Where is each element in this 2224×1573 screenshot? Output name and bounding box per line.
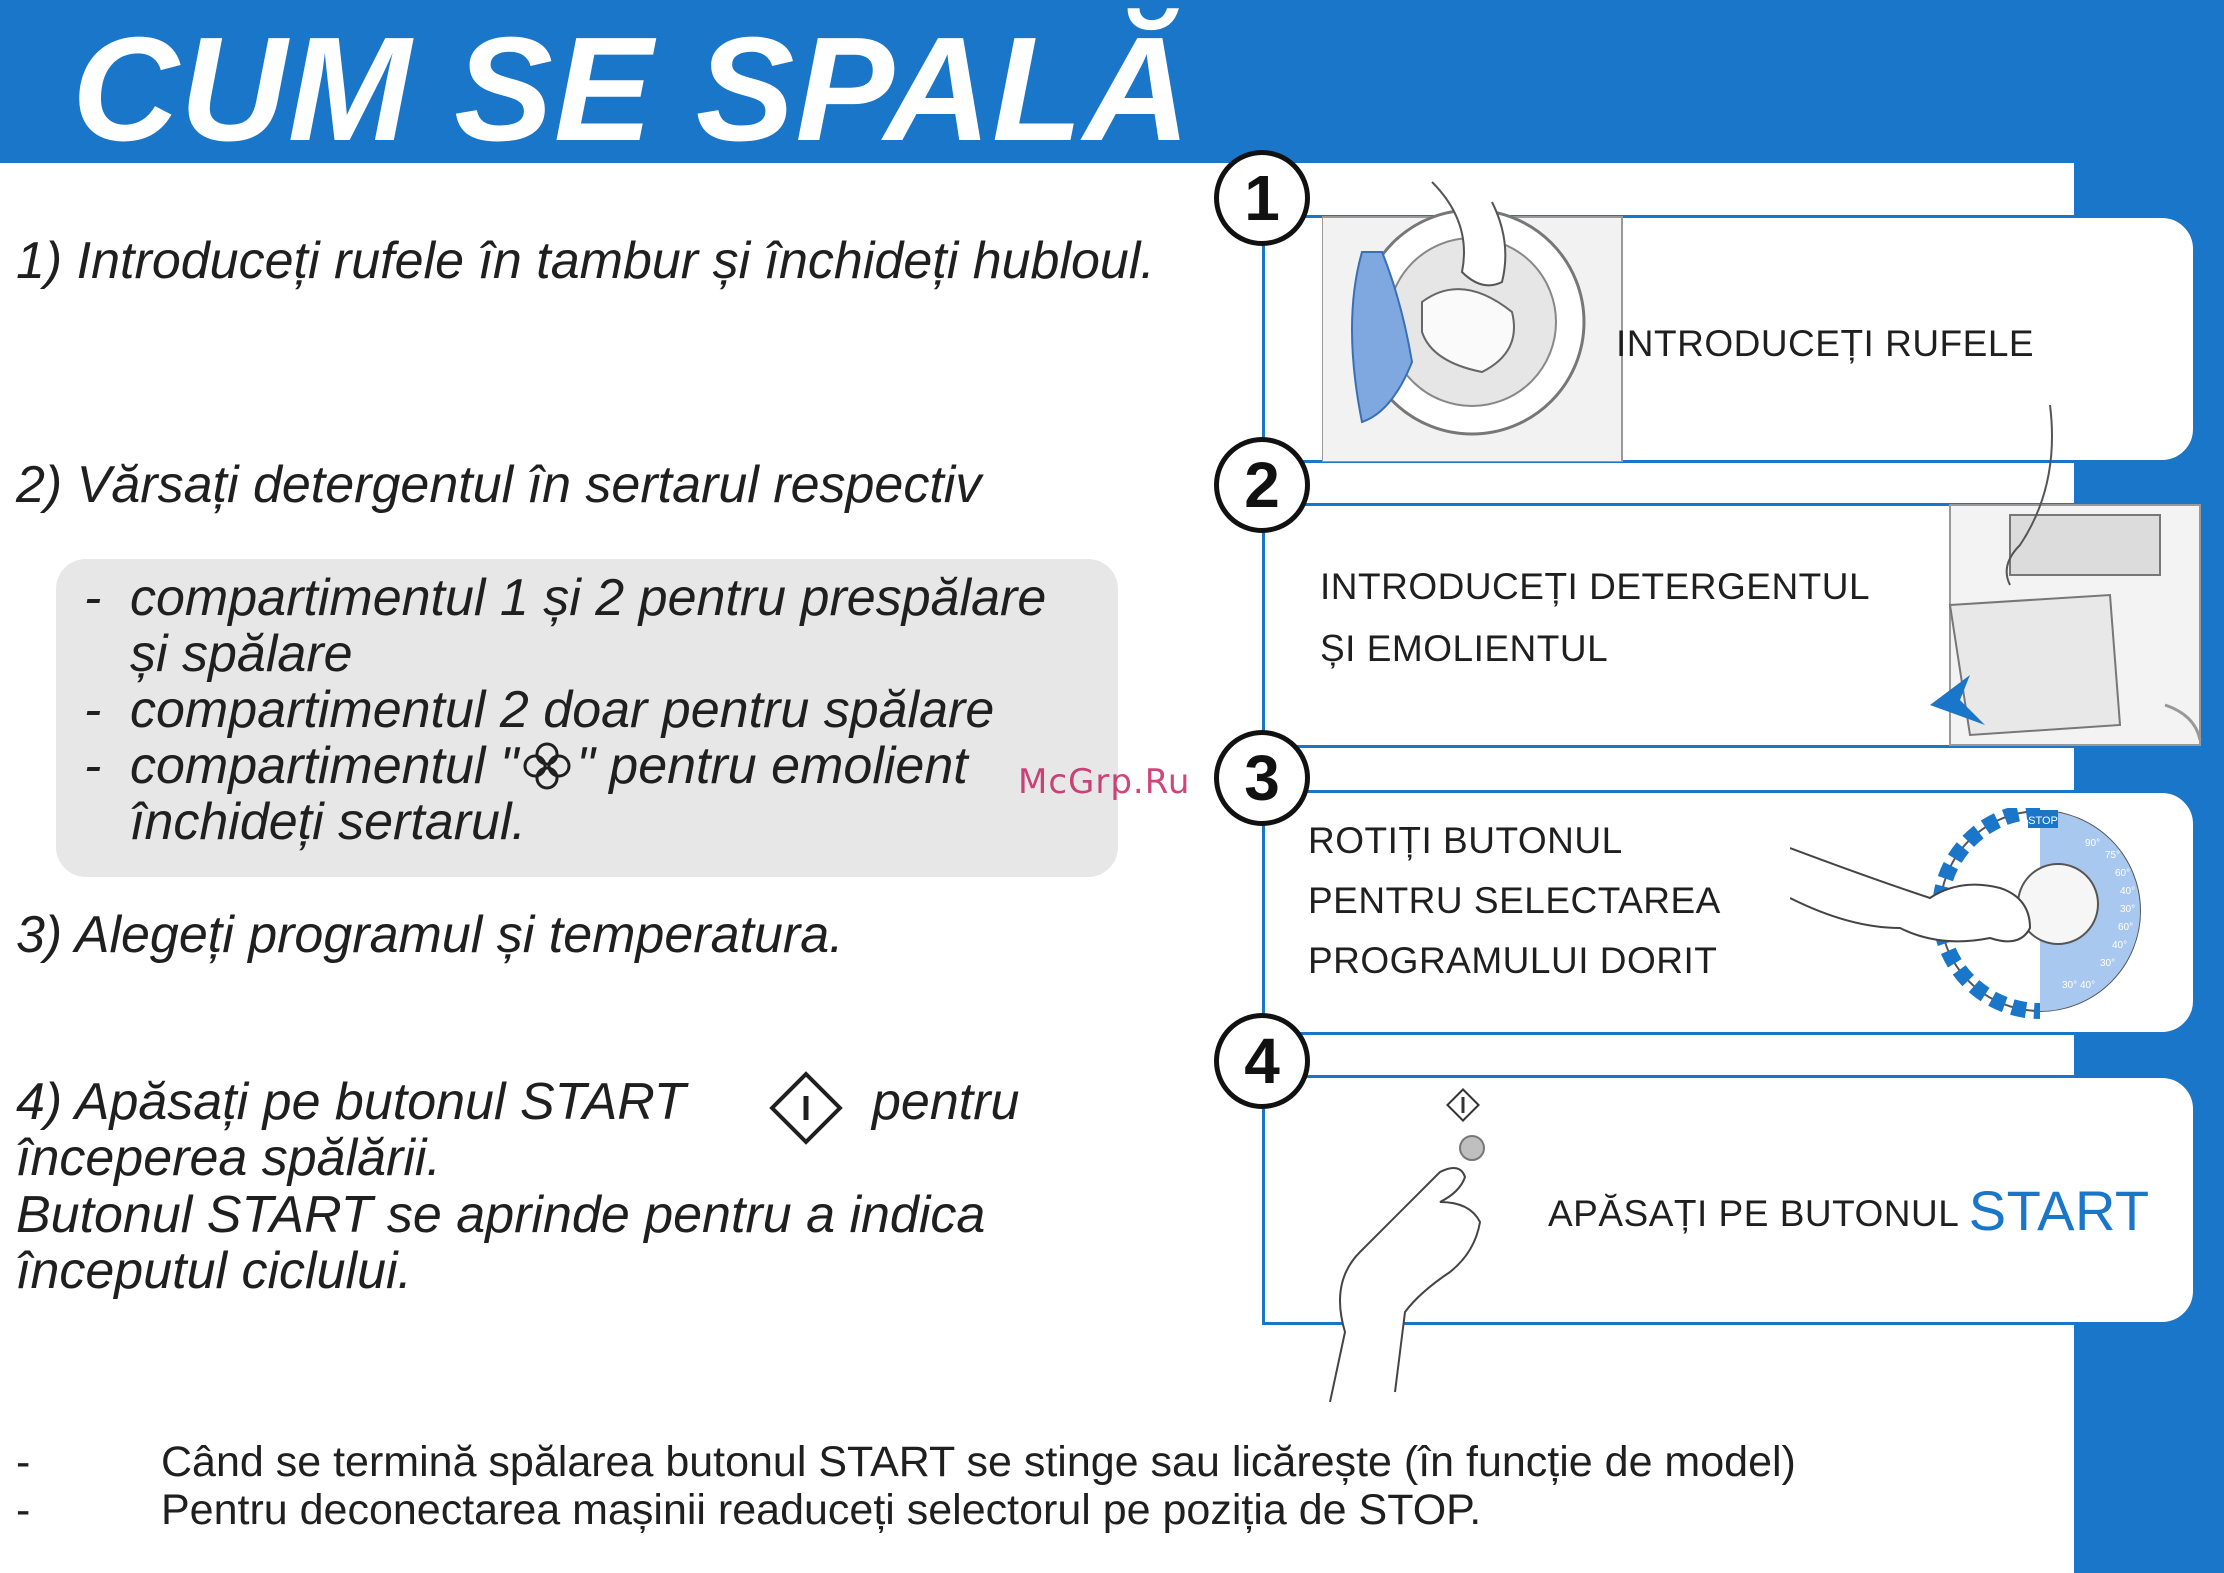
dial-temp: 75° (2105, 850, 2121, 861)
step-2-text: 2) Vărsați detergentul în sertarul respectiv (16, 456, 982, 514)
compartment-text-before: compartimentul " (130, 737, 519, 795)
dial-temp: 40° (2112, 940, 2128, 951)
footer-text: Pentru deconectarea mașinii readuceți selectorul pe poziția de STOP. (161, 1486, 1482, 1534)
dial-temp: 30° (2062, 980, 2078, 991)
step-4-line2: începerea spălării. (16, 1129, 441, 1187)
compartment-text-after: " pentru emolient (576, 737, 968, 795)
watermark: McGrp.Ru (1018, 762, 1191, 802)
bullet-dash: - (84, 681, 102, 739)
compartment-text: compartimentul 1 și 2 pentru prespălare (130, 569, 1047, 627)
dial-temp: 60° (2115, 868, 2131, 879)
compartment-text: compartimentul 2 doar pentru spălare (130, 681, 995, 739)
compartment-text (130, 738, 968, 795)
softener-flower-icon (518, 741, 576, 791)
step-4-line3: Butonul START se aprinde pentru a indica (16, 1186, 986, 1244)
program-dial-illustration (1790, 808, 2160, 1023)
bullet-dash: - (84, 569, 102, 627)
footer-text: Când se termină spălarea butonul START se stinge sau licărește (în funcție de model) (161, 1438, 1796, 1486)
step-number-2: 2 (1214, 437, 1310, 533)
page-title: CUM SE SPALĂ (72, 7, 1192, 172)
card-3-line-2: PENTRU SELECTAREA (1308, 880, 1721, 921)
step-number-3: 3 (1214, 730, 1310, 826)
step-1-text: 1) Introduceți rufele în tambur și închideți hubloul. (16, 232, 1155, 290)
step-3-text: 3) Alegeți programul și temperatura. (16, 906, 844, 964)
start-diamond-icon (768, 1070, 844, 1146)
footer-note (16, 1486, 2056, 1534)
washer-drum-illustration (1322, 162, 1642, 462)
card-2-line-2: ȘI EMOLIENTUL (1320, 628, 1609, 669)
compartment-text: și spălare (130, 625, 353, 683)
dial-temp: 90° (2085, 838, 2101, 849)
card-3-line-1: ROTIȚI BUTONUL (1308, 820, 1623, 861)
dial-temp: 40° (2080, 980, 2096, 991)
dial-stop-label: STOP (2028, 815, 2058, 827)
detergent-drawer-illustration (1910, 405, 2210, 750)
card-2-line-1: INTRODUCEȚI DETERGENTUL (1320, 566, 1871, 607)
step-4-line4: începutul ciclului. (16, 1242, 412, 1300)
card-1-text: INTRODUCEȚI RUFELE (1616, 323, 2035, 364)
footer-note (16, 1438, 2056, 1486)
dial-temp: 30° (2100, 958, 2116, 969)
card-3-line-3: PROGRAMULUI DORIT (1308, 940, 1718, 981)
compartment-text: închideți sertarul. (130, 793, 526, 851)
dial-temp: 40° (2120, 886, 2136, 897)
bullet-dash: - (84, 737, 102, 795)
start-button-hand-illustration (1300, 1082, 1530, 1402)
step-number-1: 1 (1214, 150, 1310, 246)
card-4-text (1548, 1180, 2150, 1245)
footer-dash: - (16, 1486, 31, 1534)
step-4-line1-before: 4) Apăsați pe butonul START (16, 1073, 686, 1131)
dial-temp: 60° (2118, 922, 2134, 933)
step-number-4: 4 (1214, 1013, 1310, 1109)
start-highlight: START (1968, 1179, 2150, 1242)
card-4-label: APĂSAȚI PE BUTONUL (1548, 1193, 1958, 1234)
footer-dash: - (16, 1438, 31, 1486)
step-4-line1-after: pentru (872, 1073, 1020, 1131)
dial-temp: 30° (2120, 904, 2136, 915)
